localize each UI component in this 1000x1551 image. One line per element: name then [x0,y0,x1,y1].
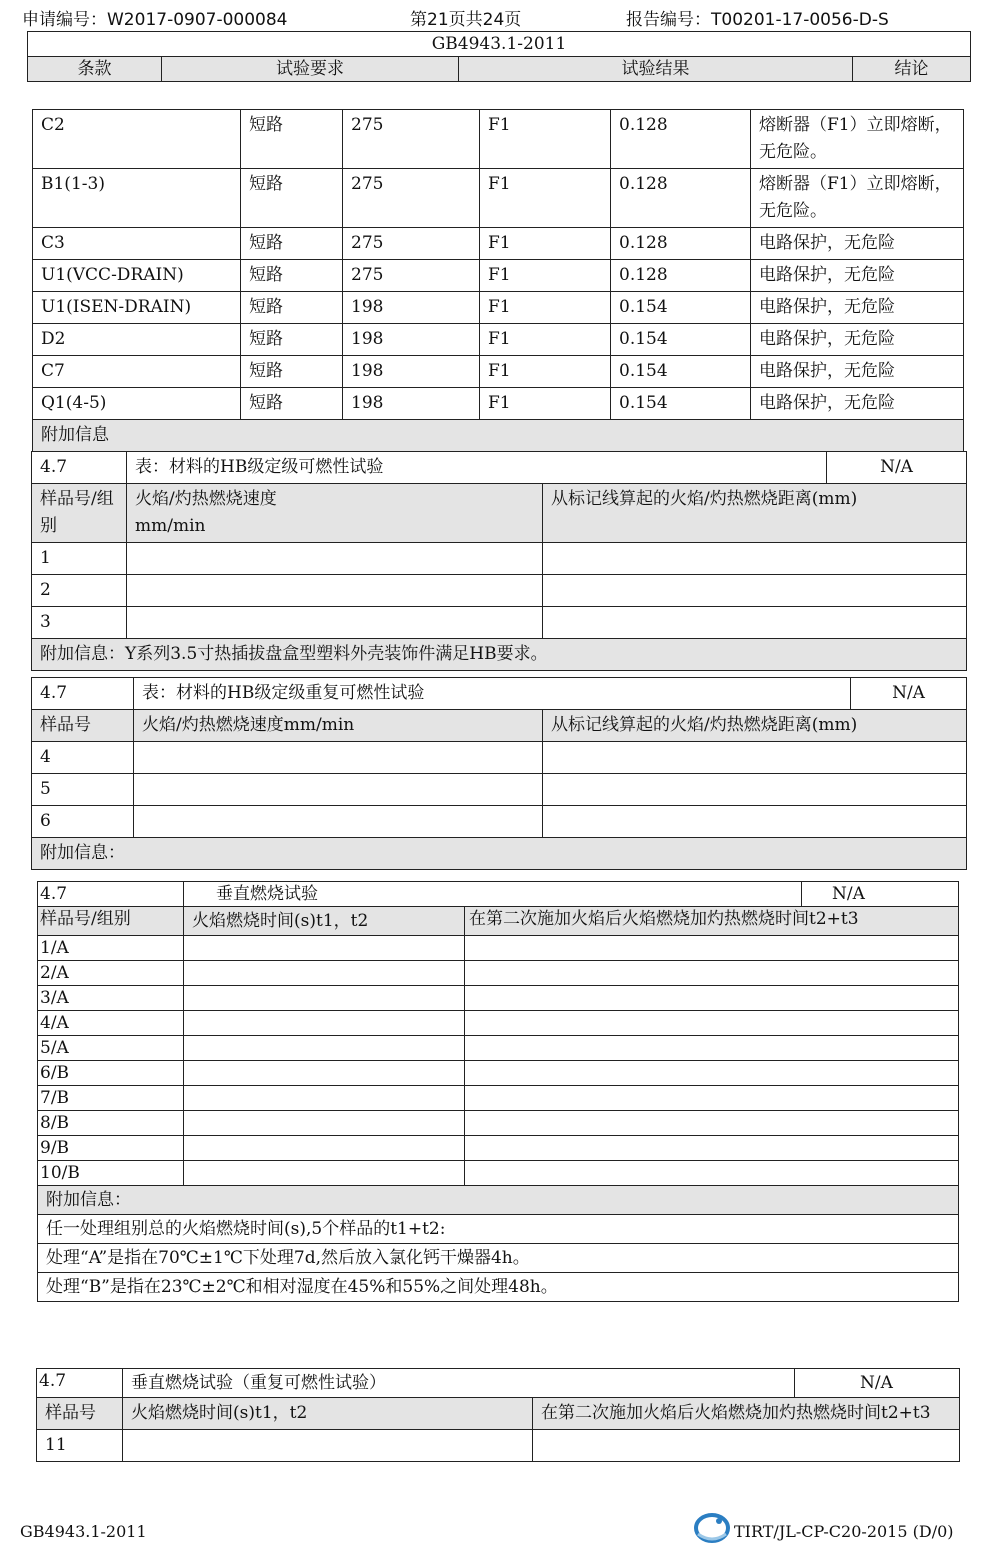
hbr-clause: 4.7 [32,678,134,710]
fault-voltage: 198 [343,292,480,324]
vt-col-after: 在第二次施加火焰后火焰燃烧加灼热燃烧时间t2+t3 [465,907,959,936]
vrt-sample-rows [37,1430,960,1462]
sample-value [465,1086,959,1111]
hb-col-sample: 样品号/组别 [32,484,127,543]
vrt-clause: 4.7 [37,1369,123,1398]
fault-fault: 短路 [241,388,343,420]
table-row [38,1061,959,1086]
sample-value [184,1161,465,1186]
table-row [33,388,964,420]
table-row [33,260,964,292]
table-row [33,110,964,169]
hb-repeat-table [31,677,967,870]
sample-id: 5 [32,774,134,806]
sample-id: 4 [32,742,134,774]
hbr-col-sample: 样品号 [32,710,134,742]
sample-value [543,806,967,838]
fault-fault: 短路 [241,292,343,324]
footer-form-code: TIRT/JL-CP-C20-2015 (D/0) [734,1522,954,1541]
sample-value [543,575,967,607]
col-result: 试验结果 [459,57,853,82]
vt-clause: 4.7 [38,882,184,907]
fault-voltage: 275 [343,228,480,260]
sample-id: 8/B [38,1111,184,1136]
col-conclusion: 结论 [853,57,971,82]
sample-value [533,1430,960,1462]
vrt-col-sample: 样品号 [37,1398,123,1430]
fault-voltage: 198 [343,356,480,388]
sample-value [184,936,465,961]
fault-fault: 短路 [241,324,343,356]
hb-col-speed: 火焰/灼热燃烧速度mm/min [127,484,543,543]
fault-current: 0.154 [611,292,751,324]
table-row [32,806,967,838]
vt-additional-info: 附加信息： [38,1186,959,1215]
tirt-logo-icon [692,1512,732,1546]
hb-verdict: N/A [827,452,967,484]
sample-value [465,961,959,986]
fault-fuse: F1 [480,110,611,169]
sample-value [465,1061,959,1086]
vt-col-time: 火焰燃烧时间(s)t1，t2 [184,907,465,936]
sample-id: 10/B [38,1161,184,1186]
fault-fault: 短路 [241,169,343,228]
col-clause: 条款 [28,57,162,82]
sample-value [184,1061,465,1086]
sample-value [465,1036,959,1061]
hbr-col-distance: 从标记线算起的火焰/灼热燃烧距离(mm) [543,710,967,742]
vrt-verdict: N/A [795,1369,960,1398]
fault-current: 0.128 [611,260,751,292]
sample-value [543,607,967,639]
table-row [38,1111,959,1136]
table-row [37,1430,960,1462]
table-row [32,607,967,639]
hbr-col-speed: 火焰/灼热燃烧速度mm/min [134,710,543,742]
table-row [32,543,967,575]
sample-value [543,774,967,806]
sample-id: 4/A [38,1011,184,1036]
vt-verdict: N/A [802,882,959,907]
table-row [32,774,967,806]
sample-value [543,543,967,575]
report-number: 报告编号：T00201-17-0056-D-S [626,10,889,30]
fault-current: 0.154 [611,324,751,356]
table-row [33,292,964,324]
fault-current: 0.128 [611,110,751,169]
fault-fuse: F1 [480,292,611,324]
col-requirement: 试验要求 [162,57,459,82]
fault-fault: 短路 [241,356,343,388]
sample-id: 6/B [38,1061,184,1086]
sample-id: 3/A [38,986,184,1011]
fault-component: B1(1-3) [33,169,241,228]
page-info: 第21页共24页 [410,10,522,30]
fault-table-body [33,110,964,452]
sample-id: 11 [37,1430,123,1462]
sample-value [184,1011,465,1036]
fault-current: 0.128 [611,169,751,228]
table-row [33,356,964,388]
vt-note-3: 处理“B”是指在23℃±2℃和相对湿度在45%和55%之间处理48h。 [38,1273,959,1302]
fault-current: 0.154 [611,356,751,388]
sample-id: 5/A [38,1036,184,1061]
vt-sample-rows [38,936,959,1186]
footer-standard: GB4943.1-2011 [20,1522,147,1541]
sample-value [134,774,543,806]
fault-result: 电路保护，无危险 [751,356,964,388]
fault-result: 电路保护，无危险 [751,388,964,420]
sample-id: 2 [32,575,127,607]
fault-component: C3 [33,228,241,260]
fault-voltage: 275 [343,260,480,292]
fault-fault: 短路 [241,260,343,292]
fault-fuse: F1 [480,388,611,420]
fault-fuse: F1 [480,324,611,356]
sample-value [127,575,543,607]
hbr-verdict: N/A [851,678,967,710]
table-row [33,169,964,228]
fault-current: 0.128 [611,228,751,260]
sample-value [184,1111,465,1136]
vertical-table [37,881,959,1302]
table-row [33,228,964,260]
table-row [32,742,967,774]
sample-value [465,1161,959,1186]
table-row [38,1011,959,1036]
sample-value [465,1136,959,1161]
fault-component: C2 [33,110,241,169]
sample-id: 3 [32,607,127,639]
fault-fuse: F1 [480,356,611,388]
vt-col-sample: 样品号/组别 [38,907,184,936]
sample-value [543,742,967,774]
fault-table [32,109,964,452]
table-row [38,1086,959,1111]
fault-voltage: 198 [343,388,480,420]
fault-component: U1(ISEN-DRAIN) [33,292,241,324]
fault-fault: 短路 [241,110,343,169]
sample-value [465,986,959,1011]
vertical-repeat-table [36,1368,960,1462]
sample-value [184,1086,465,1111]
hb-sample-rows [32,543,967,639]
table-row [33,324,964,356]
sample-id: 1/A [38,936,184,961]
fault-fault: 短路 [241,228,343,260]
sample-value [184,961,465,986]
hb-additional-info: 附加信息：Y系列3.5寸热插拔盘盒型塑料外壳装饰件满足HB要求。 [32,639,967,671]
table-row [32,575,967,607]
fault-fuse: F1 [480,260,611,292]
fault-voltage: 275 [343,110,480,169]
hbr-additional-info: 附加信息： [32,838,967,870]
header-table [27,31,971,82]
fault-current: 0.154 [611,388,751,420]
table-row [38,936,959,961]
application-number: 申请编号：W2017-0907-000084 [22,10,288,30]
sample-value [465,1011,959,1036]
table-row [38,961,959,986]
table-row [38,1036,959,1061]
fault-component: Q1(4-5) [33,388,241,420]
vrt-col-time: 火焰燃烧时间(s)t1，t2 [123,1398,533,1430]
hb-clause: 4.7 [32,452,127,484]
fault-component: U1(VCC-DRAIN) [33,260,241,292]
fault-result: 电路保护，无危险 [751,228,964,260]
fault-component: C7 [33,356,241,388]
hb-col-distance: 从标记线算起的火焰/灼热燃烧距离(mm) [543,484,967,543]
sample-value [134,742,543,774]
vrt-title: 垂直燃烧试验（重复可燃性试验） [123,1369,795,1398]
table-row [38,1136,959,1161]
table-row [38,986,959,1011]
sample-value [465,936,959,961]
hb-table [31,451,967,671]
sample-value [465,1111,959,1136]
vt-title: 垂直燃烧试验 [184,882,802,907]
fault-result: 熔断器（F1）立即熔断，无危险。 [751,169,964,228]
hbr-title: 表：材料的HB级定级重复可燃性试验 [134,678,851,710]
fault-result: 电路保护，无危险 [751,292,964,324]
fault-fuse: F1 [480,228,611,260]
sample-value [123,1430,533,1462]
sample-id: 1 [32,543,127,575]
vt-note-2: 处理“A”是指在70℃±1℃下处理7d,然后放入氯化钙干燥器4h。 [38,1244,959,1273]
fault-result: 电路保护，无危险 [751,324,964,356]
fault-voltage: 275 [343,169,480,228]
sample-value [127,607,543,639]
sample-id: 2/A [38,961,184,986]
fault-component: D2 [33,324,241,356]
sample-value [184,1136,465,1161]
fault-additional-row [33,420,964,452]
hbr-sample-rows [32,742,967,838]
sample-value [134,806,543,838]
sample-id: 6 [32,806,134,838]
standard-title: GB4943.1-2011 [28,32,971,57]
sample-value [184,1036,465,1061]
fault-result: 电路保护，无危险 [751,260,964,292]
fault-voltage: 198 [343,324,480,356]
fault-fuse: F1 [480,169,611,228]
hb-title: 表：材料的HB级定级可燃性试验 [127,452,827,484]
sample-value [127,543,543,575]
sample-id: 7/B [38,1086,184,1111]
sample-id: 9/B [38,1136,184,1161]
fault-result: 熔断器（F1）立即熔断，无危险。 [751,110,964,169]
fault-additional-info: 附加信息 [33,420,964,452]
table-row [38,1161,959,1186]
vrt-col-after: 在第二次施加火焰后火焰燃烧加灼热燃烧时间t2+t3 [533,1398,960,1430]
vt-note-1: 任一处理组别总的火焰燃烧时间(s),5个样品的t1+t2: [38,1215,959,1244]
sample-value [184,986,465,1011]
